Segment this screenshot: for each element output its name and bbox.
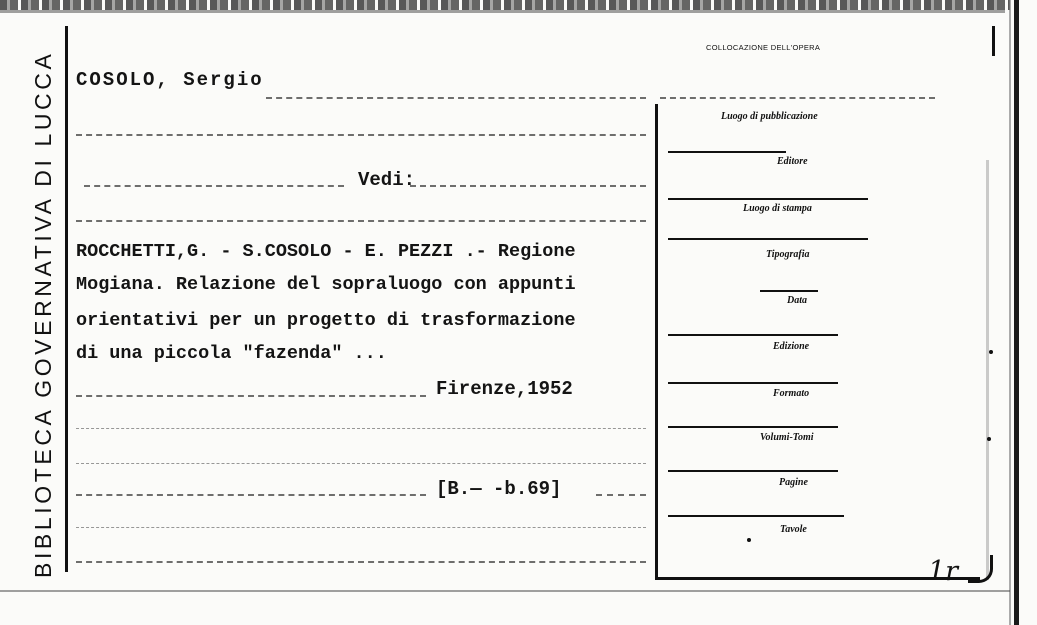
library-margin-title: BIBLIOTECA GOVERNATIVA DI LUCCA xyxy=(30,50,56,578)
field-place-of-publication: Luogo di pubblicazione xyxy=(721,111,818,122)
top-torn-edge xyxy=(0,0,1010,10)
field-line xyxy=(668,515,844,517)
field-line xyxy=(760,290,818,292)
ruled-line xyxy=(596,494,646,496)
ruled-line xyxy=(76,428,646,429)
reference-line-3: orientativi per un progetto di trasformazione xyxy=(76,310,576,331)
left-margin-rule xyxy=(65,26,68,572)
ruled-line xyxy=(410,185,646,187)
top-edge-shadow xyxy=(0,10,1005,13)
collocation-box-header: COLLOCAZIONE DELL'OPERA xyxy=(706,43,821,52)
collocation-box-corner xyxy=(968,555,993,583)
field-pages: Pagine xyxy=(779,477,808,488)
ruled-line xyxy=(76,395,426,397)
ruled-line xyxy=(76,463,646,464)
ruled-line xyxy=(76,494,426,496)
ink-speck xyxy=(989,350,993,354)
ruled-line xyxy=(84,185,344,187)
reference-line-2: Mogiana. Relazione del sopraluogo con appunti xyxy=(76,274,576,295)
ruled-line xyxy=(76,220,646,222)
ink-speck xyxy=(747,538,751,542)
field-line xyxy=(668,151,786,153)
field-line xyxy=(668,382,838,384)
field-format: Formato xyxy=(773,388,810,399)
right-scan-edge xyxy=(1014,0,1019,625)
handwritten-mark: 1r xyxy=(928,556,959,587)
field-volumes: Volumi-Tomi xyxy=(760,432,814,443)
field-plates: Tavole xyxy=(780,524,807,535)
field-date: Data xyxy=(787,295,807,306)
field-publisher: Editore xyxy=(777,156,808,167)
field-line xyxy=(668,198,868,200)
field-line xyxy=(668,470,838,472)
ink-speck xyxy=(987,437,991,441)
box-right-shadow xyxy=(986,160,989,580)
ruled-line xyxy=(76,561,646,563)
bottom-edge-line xyxy=(0,590,1010,592)
reference-line-4: di una piccola "fazenda" ... xyxy=(76,343,387,364)
place-date: Firenze,1952 xyxy=(436,378,573,400)
box-right-mark xyxy=(992,26,995,56)
author-heading: COSOLO, Sergio xyxy=(76,69,264,91)
ruled-line xyxy=(76,527,646,528)
field-line xyxy=(668,334,838,336)
right-edge-shadow xyxy=(1009,0,1011,625)
collocation-box-left-rule xyxy=(655,104,658,578)
field-line xyxy=(668,238,868,240)
field-place-of-printing: Luogo di stampa xyxy=(743,203,812,214)
field-edition: Edizione xyxy=(773,341,810,352)
see-label: Vedi: xyxy=(358,169,416,191)
box-top-rule xyxy=(660,97,935,99)
field-line xyxy=(668,426,838,428)
reference-line-1: ROCCHETTI,G. - S.COSOLO - E. PEZZI .- Regione xyxy=(76,241,576,262)
shelfmark: [B.— -b.69] xyxy=(436,478,562,500)
ruled-line xyxy=(76,134,646,136)
field-printer: Tipografia xyxy=(766,249,810,260)
ruled-line xyxy=(266,97,646,99)
